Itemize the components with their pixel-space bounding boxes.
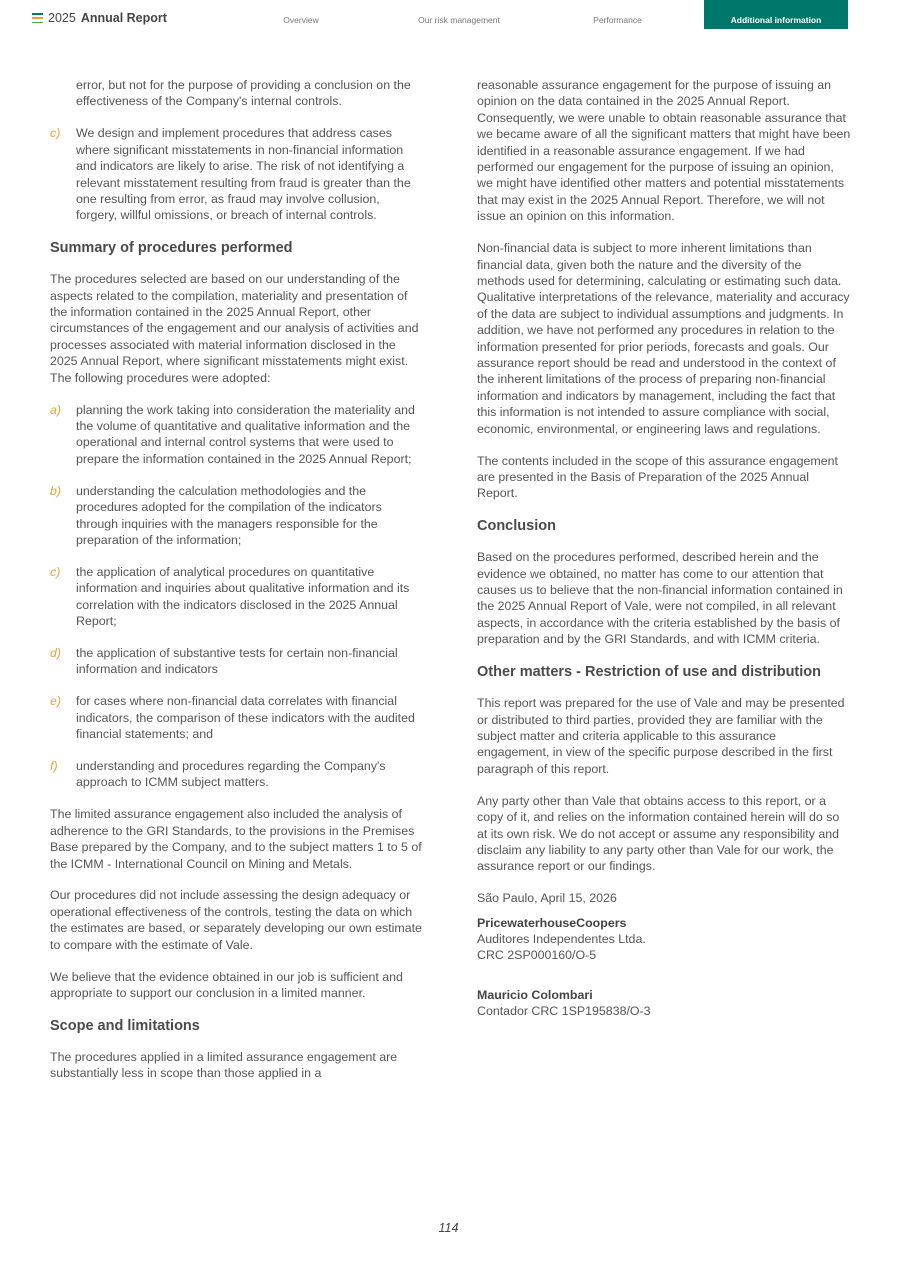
report-title[interactable] <box>32 11 167 25</box>
list-item: b) understanding the calculation methodologies and the procedures adopted for the compilation of the indicators through inquiries with the managers responsible for the preparation of the information; <box>50 483 382 547</box>
report-year: 2025 <box>48 11 76 25</box>
place-date: São Paulo, April 15, 2026 <box>477 891 617 906</box>
right-column <box>477 77 851 1020</box>
paragraph: The procedures applied in a limited assurance engagement are substantially less in scope than those applied in a <box>50 1049 398 1081</box>
paragraph: The contents included in the scope of this assurance engagement are presented in the Basis of Preparation of the 2025 Annual Report. <box>477 453 838 501</box>
paragraph: We believe that the evidence obtained in our job is sufficient and appropriate to support our conclusion in a limited manner. <box>50 969 403 1000</box>
list-item: f) understanding and procedures regarding the Company's approach to ICMM subject matters. <box>50 759 386 790</box>
menu-icon[interactable] <box>32 13 43 23</box>
heading-scope: Scope and limitations <box>50 1017 200 1034</box>
paragraph: Based on the procedures performed, described herein and the evidence we obtained, no matter has come to our attention that causes us to believe that the non-financial information contained in the 2025 Annual Report of Vale, were not compiled, in all relevant aspects, in accordance with the criteria established by the basis of preparation and by the GRI Standards, and with ICMM criteria. <box>477 550 843 647</box>
left-column <box>50 77 424 1097</box>
list-item: a) planning the work taking into consideration the materiality and the volume of quantitative and qualitative information and the operational and internal control systems that were used to prepare the information contained in the 2025 Annual Report; <box>50 402 415 466</box>
heading-other-matters: Other matters - Restriction of use and distribution <box>477 664 822 681</box>
nav-performance[interactable]: Performance <box>593 14 642 25</box>
paragraph: Our procedures did not include assessing the design adequacy or operational effectiveness of the controls, testing the data on which the estimates are based, or separately developing our own estimate to compare with the estimate of Vale. <box>50 888 422 952</box>
nav-additional-information[interactable]: Additional information <box>704 0 848 29</box>
list-item: d) the application of substantive tests for certain non-financial information and indicators <box>50 645 398 677</box>
person-signature: Mauricio Colombari Contador CRC 1SP195838/O-3 <box>477 987 651 1019</box>
heading-conclusion: Conclusion <box>477 518 556 535</box>
nav-risk-management[interactable]: Our risk management <box>418 14 500 25</box>
list-item: c) the application of analytical procedures on quantitative information and inquiries about qualitative information and its correlation with the indicators disclosed in the 2025 Annual Report; <box>50 564 410 629</box>
list-item: error, but not for the purpose of providing a conclusion on the effectiveness of the Company's internal controls. <box>76 78 411 109</box>
paragraph: reasonable assurance engagement for the purpose of issuing an opinion on the data contained in the 2025 Annual Report. Consequently, we were unable to obtain reasonable assurance that we became aware of all the significant matters that might have been identified in a reasonable assurance engagement. If we had performed our engagement for the purpose of issuing an opinion, we might have identified other matters and potential misstatements that may exist in the 2025 Annual Report. Therefore, we will not issue an opinion on this information. <box>477 78 851 224</box>
paragraph: Non-financial data is subject to more inherent limitations than financial data, given both the nature and the diversity of the methods used for determining, calculating or estimating such data. Qualitative interpretations of the relevance, materiality and accuracy of the data are subject to individual assumptions and judgments. In addition, we have not performed any procedures in relation to the information presented for prior periods, forecasts and goals. Our assurance report should be read and understood in the context of the inherent limitations of the process of preparing non-financial information and indicators by management, including the fact that this information is not intended to assure compliance with social, economic, environmental, or engineering laws and regulations. <box>477 241 850 436</box>
list-item: e) for cases where non-financial data correlates with financial indicators, the comparison of these indicators with the audited financial statements; and <box>50 694 415 742</box>
top-navigation <box>0 0 897 30</box>
report-name: Annual Report <box>80 11 167 25</box>
paragraph: The limited assurance engagement also included the analysis of adherence to the GRI Standards, to the provisions in the Premises Base prepared by the Company, and to the subject matters 1 to 5 of the ICMM - International Council on Mining and Metals. <box>50 807 422 871</box>
list-item: c) We design and implement procedures that address cases where significant misstatements in non-financial information and indicators are likely to arise. The risk of not identifying a relevant misstatement resulting from fraud is greater than the one resulting from error, as fraud may involve collusion, forgery, willful omissions, or breach of internal controls. <box>50 126 411 223</box>
page-number: 114 <box>438 1221 459 1235</box>
paragraph: Any party other than Vale that obtains access to this report, or a copy of it, and relies on the information contained herein will do so at its own risk. We do not accept or assume any responsibility and disclaim any liability to any party other than Vale for our work, the assurance report or our findings. <box>477 793 840 874</box>
paragraph: The procedures selected are based on our understanding of the aspects related to the compilation, materiality and presentation of the information contained in the 2025 Annual Report, other circumstances of the engagement and our analysis of activities and processes associated with material information disclosed in the 2025 Annual Report, where significant misstatements might exist. The following procedures were adopted: <box>50 272 419 385</box>
paragraph: This report was prepared for the use of Vale and may be presented or distributed to third parties, provided they are familiar with the subject matter and criteria applicable to this assurance engagement, in view of the specific purpose described in the first paragraph of this report. <box>477 696 845 776</box>
nav-overview[interactable]: Overview <box>283 14 319 25</box>
firm-signature: PricewaterhouseCoopers Auditores Independentes Ltda. CRC 2SP000160/O-5 <box>477 915 646 963</box>
heading-summary: Summary of procedures performed <box>50 240 293 257</box>
